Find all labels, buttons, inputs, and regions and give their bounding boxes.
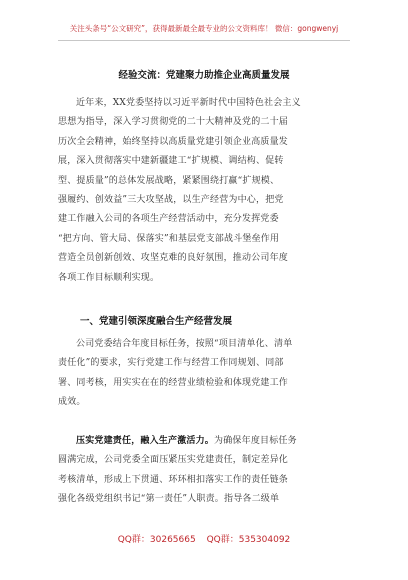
text-line: 署、同考核，用实实在在的经营业绩检验和体现党建工作 (58, 377, 289, 388)
text-line (58, 432, 348, 451)
qq-group-1: QQ群：30265665 (117, 535, 196, 545)
text-line: 各项工作目标顺利实现。 (58, 272, 160, 283)
document-title: 经验交流：党建聚力助推企业高质量发展 (118, 70, 290, 81)
qq-group-2: QQ群：535304092 (206, 535, 291, 545)
text-line: 营造全员创新创效、攻坚克难的良好氛围，推动公司年度 (58, 253, 289, 264)
paragraph-intro (58, 94, 348, 288)
page-footer (0, 532, 408, 545)
text-line: 考核清单，形成上下贯通、环环相扣落实工作的责任链条 (58, 474, 289, 485)
lead-rest: 为确保年度目标任务 (214, 436, 297, 446)
page-header: 关注头条号“公文研究”，获得最新最全最专业的公文资料库！ 微信：gongwenyj (69, 24, 339, 33)
text-line: 强化各级党组织书记“第一责任”人职责。指导各二级单 (58, 494, 280, 505)
text-line: 圆满完成，公司党委全面压紧压实党建责任，制定差异化 (58, 455, 289, 466)
text-line: 成效。 (58, 397, 86, 408)
text-line: 强履约、创效益”三大攻坚战，以生产经营为中心，把党 (58, 195, 284, 206)
paragraph-responsibility (58, 432, 348, 510)
text-line: 型、提质量”的总体发展战略，紧紧围绕打赢“扩规模、 (58, 175, 280, 186)
text-line: 近年来，XX党委坚持以习近平新时代中国特色社会主义 (76, 98, 301, 108)
text-line: “把方向、管大局、保落实”和基层党支部战斗堡垒作用 (58, 233, 280, 244)
paragraph-section1 (58, 335, 348, 413)
text-line: 公司党委结合年度目标任务，按照“项目清单化、清单 (76, 339, 293, 349)
text-line: 展，深入贯彻落实中建新疆建工“扩规模、调结构、促转 (58, 156, 284, 167)
bold-lead: 压实党建责任，融入生产激活力。 (76, 436, 215, 446)
text-line: 建工作融入公司的各项生产经营活动中，充分发挥党委 (58, 214, 279, 225)
section-heading: 一、党建引领深度融合生产经营发展 (80, 316, 233, 327)
header-divider (58, 40, 350, 41)
text-line: 思想为指导，深入学习贯彻党的二十大精神及党的二十届 (58, 117, 289, 128)
text-line: 责任化”的要求，实行党建工作与经营工作同规划、同部 (58, 358, 284, 369)
text-line: 历次全会精神，始终坚持以高质量党建引领企业高质量发 (58, 136, 289, 147)
